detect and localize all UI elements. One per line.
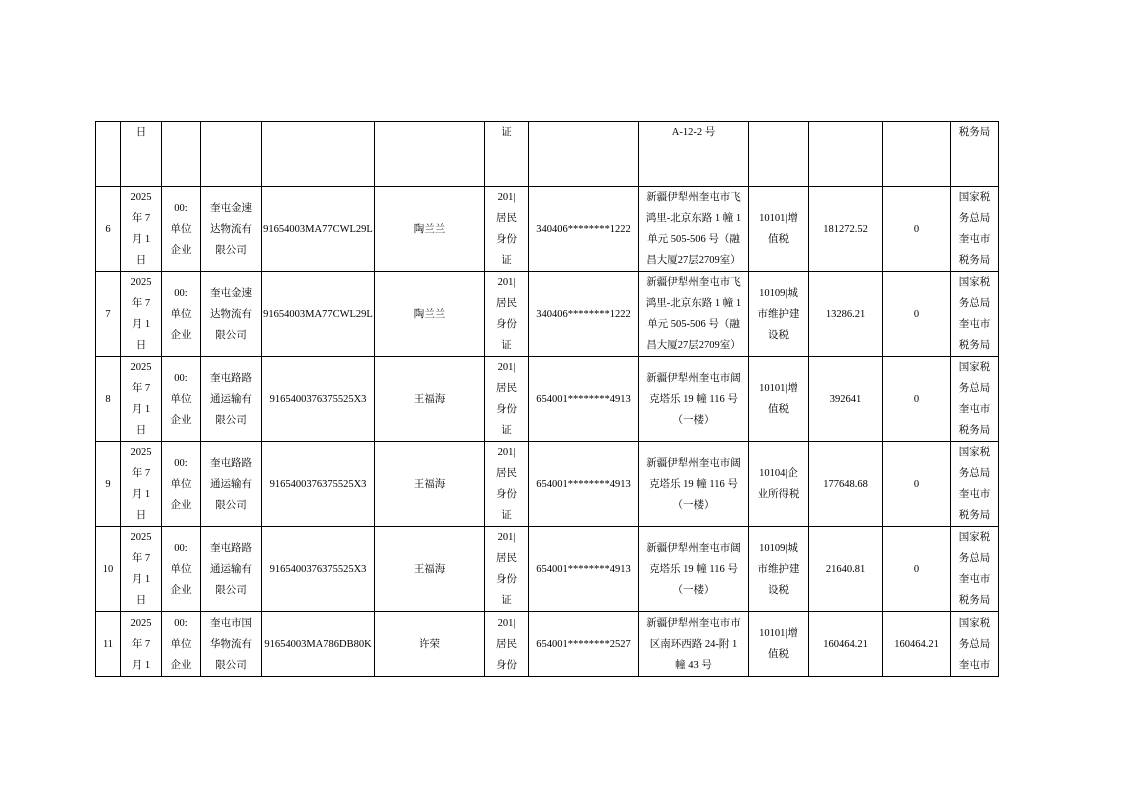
id-type-cell: 201| 居民 身份 证 xyxy=(485,527,529,612)
date-cell: 2025 年 7 月 1 日 xyxy=(121,187,162,272)
date-cell: 2025 年 7 月 1 日 xyxy=(121,272,162,357)
date-cell: 日 xyxy=(121,122,162,187)
id-type-cell: 201| 居民 身份 证 xyxy=(485,187,529,272)
taxpayer-type-cell: 00: 单位 企业 xyxy=(162,272,201,357)
id-number-cell: 654001********4913 xyxy=(529,527,639,612)
taxpayer-name-cell: 奎屯路路 通运输有 限公司 xyxy=(201,527,262,612)
address-cell: 新疆伊犁州奎屯市阔 克塔乐 19 幢 116 号 （一楼） xyxy=(639,357,749,442)
id-type-cell: 201| 居民 身份 xyxy=(485,612,529,677)
date-cell: 2025 年 7 月 1 日 xyxy=(121,527,162,612)
taxpayer-name-cell: 奎屯金速 达物流有 限公司 xyxy=(201,187,262,272)
tax-authority-cell: 国家税 务总局 奎屯市 税务局 xyxy=(951,357,999,442)
taxpayer-name-cell: 奎屯路路 通运输有 限公司 xyxy=(201,357,262,442)
amount-cell: 177648.68 xyxy=(809,442,883,527)
amount-cell: 13286.21 xyxy=(809,272,883,357)
table-row xyxy=(96,527,999,612)
taxpayer-type-cell: 00: 单位 企业 xyxy=(162,442,201,527)
new-amount-cell: 160464.21 xyxy=(883,612,951,677)
legal-representative-cell: 陶兰兰 xyxy=(375,187,485,272)
taxpayer-type-cell: 00: 单位 企业 xyxy=(162,187,201,272)
new-amount-cell: 0 xyxy=(883,442,951,527)
id-number-cell: 340406********1222 xyxy=(529,187,639,272)
credit-code-cell: 9165400376375525X3 xyxy=(262,357,375,442)
id-type-cell: 201| 居民 身份 证 xyxy=(485,442,529,527)
credit-code-cell: 91654003MA77CWL29L xyxy=(262,272,375,357)
tax-authority-cell: 国家税 务总局 奎屯市 税务局 xyxy=(951,187,999,272)
id-number-cell: 654001********2527 xyxy=(529,612,639,677)
row-number-cell: 11 xyxy=(96,612,121,677)
taxpayer-name-cell: 奎屯路路 通运输有 限公司 xyxy=(201,442,262,527)
table-row xyxy=(96,272,999,357)
credit-code-cell: 91654003MA77CWL29L xyxy=(262,187,375,272)
legal-representative-cell: 王福海 xyxy=(375,442,485,527)
taxpayer-name-cell xyxy=(201,122,262,187)
table-row xyxy=(96,442,999,527)
row-number-cell: 6 xyxy=(96,187,121,272)
address-cell: 新疆伊犁州奎屯市飞 鸿里-北京东路 1 幢 1 单元 505-506 号（融 昌大厦27层2709室） xyxy=(639,272,749,357)
new-amount-cell: 0 xyxy=(883,527,951,612)
table-row xyxy=(96,357,999,442)
id-number-cell: 654001********4913 xyxy=(529,357,639,442)
new-amount-cell: 0 xyxy=(883,272,951,357)
address-cell: 新疆伊犁州奎屯市阔 克塔乐 19 幢 116 号 （一楼） xyxy=(639,442,749,527)
table-row xyxy=(96,187,999,272)
tax-item-cell xyxy=(749,122,809,187)
legal-representative-cell: 王福海 xyxy=(375,357,485,442)
amount-cell xyxy=(809,122,883,187)
tax-item-cell: 10109|城 市维护建 设税 xyxy=(749,527,809,612)
tax-authority-cell: 税务局 xyxy=(951,122,999,187)
tax-arrears-table xyxy=(95,121,999,677)
taxpayer-type-cell xyxy=(162,122,201,187)
legal-representative-cell: 王福海 xyxy=(375,527,485,612)
table-body xyxy=(96,122,999,677)
row-number-cell: 9 xyxy=(96,442,121,527)
date-cell: 2025 年 7 月 1 日 xyxy=(121,357,162,442)
taxpayer-name-cell: 奎屯金速 达物流有 限公司 xyxy=(201,272,262,357)
tax-authority-cell: 国家税 务总局 奎屯市 税务局 xyxy=(951,527,999,612)
credit-code-cell: 9165400376375525X3 xyxy=(262,442,375,527)
table-row xyxy=(96,612,999,677)
address-cell: 新疆伊犁州奎屯市飞 鸿里-北京东路 1 幢 1 单元 505-506 号（融 昌大厦27层2709室） xyxy=(639,187,749,272)
legal-representative-cell: 陶兰兰 xyxy=(375,272,485,357)
taxpayer-type-cell: 00: 单位 企业 xyxy=(162,527,201,612)
date-cell: 2025 年 7 月 1 xyxy=(121,612,162,677)
address-cell: 新疆伊犁州奎屯市市 区南环西路 24-附 1 幢 43 号 xyxy=(639,612,749,677)
id-number-cell xyxy=(529,122,639,187)
id-type-cell: 201| 居民 身份 证 xyxy=(485,272,529,357)
tax-authority-cell: 国家税 务总局 奎屯市 税务局 xyxy=(951,442,999,527)
amount-cell: 21640.81 xyxy=(809,527,883,612)
taxpayer-type-cell: 00: 单位 企业 xyxy=(162,357,201,442)
date-cell: 2025 年 7 月 1 日 xyxy=(121,442,162,527)
row-number-cell: 8 xyxy=(96,357,121,442)
id-number-cell: 654001********4913 xyxy=(529,442,639,527)
amount-cell: 160464.21 xyxy=(809,612,883,677)
taxpayer-type-cell: 00: 单位 企业 xyxy=(162,612,201,677)
id-type-cell: 证 xyxy=(485,122,529,187)
tax-item-cell: 10101|增 值税 xyxy=(749,187,809,272)
legal-representative-cell xyxy=(375,122,485,187)
row-number-cell: 10 xyxy=(96,527,121,612)
taxpayer-name-cell: 奎屯市国 华物流有 限公司 xyxy=(201,612,262,677)
row-number-cell xyxy=(96,122,121,187)
tax-item-cell: 10104|企 业所得税 xyxy=(749,442,809,527)
tax-authority-cell: 国家税 务总局 奎屯市 税务局 xyxy=(951,272,999,357)
tax-item-cell: 10101|增 值税 xyxy=(749,612,809,677)
tax-authority-cell: 国家税 务总局 奎屯市 xyxy=(951,612,999,677)
new-amount-cell xyxy=(883,122,951,187)
new-amount-cell: 0 xyxy=(883,357,951,442)
address-cell: A-12-2 号 xyxy=(639,122,749,187)
amount-cell: 392641 xyxy=(809,357,883,442)
table-row-continued xyxy=(96,122,999,187)
tax-item-cell: 10101|增 值税 xyxy=(749,357,809,442)
credit-code-cell: 9165400376375525X3 xyxy=(262,527,375,612)
id-number-cell: 340406********1222 xyxy=(529,272,639,357)
credit-code-cell: 91654003MA786DB80K xyxy=(262,612,375,677)
legal-representative-cell: 许荣 xyxy=(375,612,485,677)
row-number-cell: 7 xyxy=(96,272,121,357)
address-cell: 新疆伊犁州奎屯市阔 克塔乐 19 幢 116 号 （一楼） xyxy=(639,527,749,612)
id-type-cell: 201| 居民 身份 证 xyxy=(485,357,529,442)
tax-item-cell: 10109|城 市维护建 设税 xyxy=(749,272,809,357)
amount-cell: 181272.52 xyxy=(809,187,883,272)
credit-code-cell xyxy=(262,122,375,187)
new-amount-cell: 0 xyxy=(883,187,951,272)
